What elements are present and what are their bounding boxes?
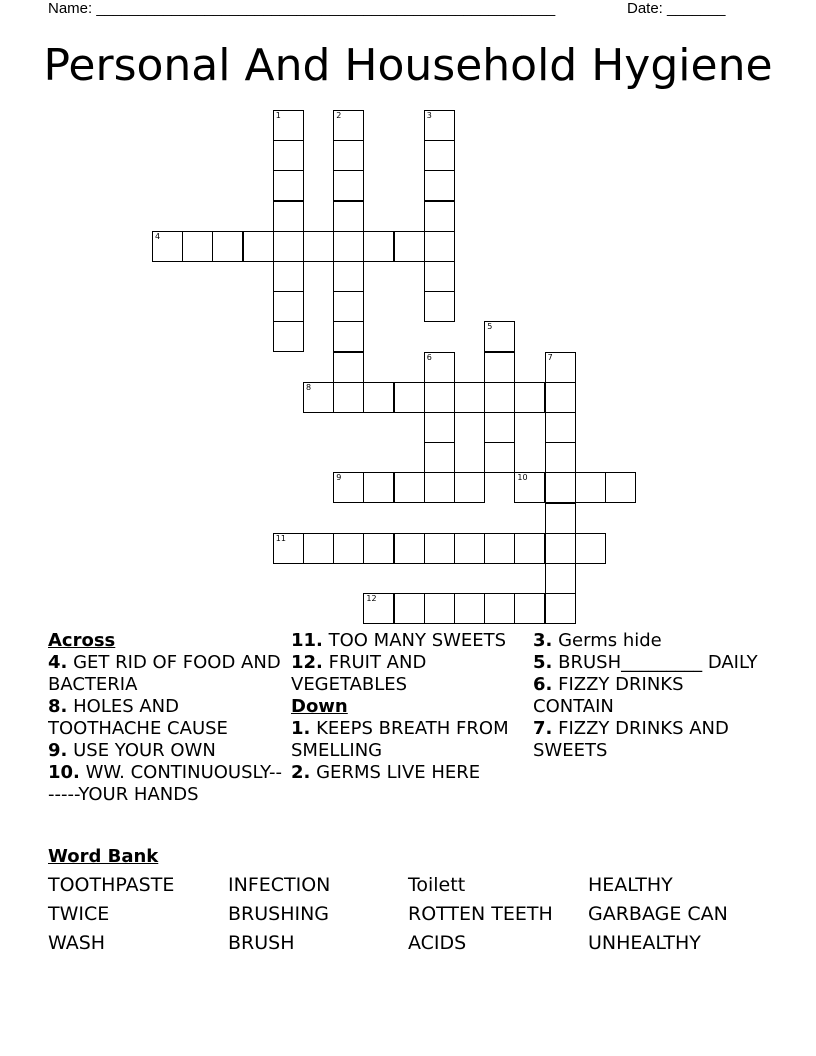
grid-cell[interactable] bbox=[484, 442, 515, 473]
cell-number: 7 bbox=[547, 352, 553, 362]
grid-cell[interactable] bbox=[333, 472, 364, 503]
grid-cell[interactable] bbox=[424, 110, 455, 141]
clue-across-10 bbox=[48, 762, 284, 806]
grid-cell[interactable] bbox=[484, 321, 515, 352]
cell-number: 5 bbox=[487, 322, 493, 332]
grid-cell[interactable] bbox=[333, 140, 364, 171]
grid-cell[interactable] bbox=[333, 201, 364, 232]
clue-number: 6. bbox=[533, 674, 553, 695]
clue-number: 2. bbox=[291, 762, 311, 783]
grid-cell[interactable] bbox=[514, 382, 545, 413]
clue-down-1 bbox=[291, 718, 527, 762]
grid-cell[interactable] bbox=[363, 472, 394, 503]
grid-cell[interactable] bbox=[575, 472, 606, 503]
grid-cell[interactable] bbox=[454, 472, 485, 503]
grid-cell[interactable] bbox=[424, 533, 455, 564]
word-bank-item: Toilett bbox=[408, 874, 466, 896]
grid-cell[interactable] bbox=[545, 472, 576, 503]
grid-cell[interactable] bbox=[484, 593, 515, 624]
grid-cell[interactable] bbox=[424, 472, 455, 503]
grid-cell[interactable] bbox=[424, 140, 455, 171]
grid-cell[interactable] bbox=[333, 352, 364, 383]
clue-across-12 bbox=[291, 652, 527, 696]
clue-column-3 bbox=[533, 630, 769, 762]
grid-cell[interactable] bbox=[424, 201, 455, 232]
grid-cell[interactable] bbox=[394, 533, 425, 564]
grid-cell[interactable] bbox=[424, 442, 455, 473]
grid-cell[interactable] bbox=[484, 352, 515, 383]
clue-text: WW. CONTINUOUSLY-------YOUR HANDS bbox=[48, 762, 282, 805]
cell-number: 4 bbox=[155, 231, 161, 241]
word-bank-item: UNHEALTHY bbox=[588, 932, 701, 954]
word-bank-item: TWICE bbox=[48, 903, 110, 925]
grid-cell[interactable] bbox=[273, 321, 304, 352]
grid-cell[interactable] bbox=[484, 412, 515, 443]
clue-text: KEEPS BREATH FROM SMELLING bbox=[291, 718, 509, 761]
clue-text: USE YOUR OWN bbox=[73, 740, 216, 761]
grid-cell[interactable] bbox=[273, 201, 304, 232]
down-heading: Down bbox=[291, 696, 348, 717]
grid-cell[interactable] bbox=[545, 412, 576, 443]
grid-cell[interactable] bbox=[454, 533, 485, 564]
grid-cell[interactable] bbox=[273, 533, 304, 564]
grid-cell[interactable] bbox=[333, 321, 364, 352]
clue-number: 1. bbox=[291, 718, 311, 739]
clue-number: 11. bbox=[291, 630, 323, 651]
grid-cell[interactable] bbox=[545, 563, 576, 594]
clue-text: FIZZY DRINKS CONTAIN bbox=[533, 674, 684, 717]
across-heading: Across bbox=[48, 630, 116, 651]
clue-text: GET RID OF FOOD AND BACTERIA bbox=[48, 652, 281, 695]
grid-cell[interactable] bbox=[424, 382, 455, 413]
grid-cell[interactable] bbox=[273, 170, 304, 201]
grid-cell[interactable] bbox=[424, 593, 455, 624]
clue-column-2 bbox=[291, 630, 527, 784]
cell-number: 8 bbox=[306, 382, 312, 392]
grid-cell[interactable] bbox=[454, 382, 485, 413]
word-bank-item: WASH bbox=[48, 932, 106, 954]
grid-cell[interactable] bbox=[273, 291, 304, 322]
clue-number: 10. bbox=[48, 762, 80, 783]
grid-cell[interactable] bbox=[424, 291, 455, 322]
clue-number: 3. bbox=[533, 630, 553, 651]
grid-cell[interactable] bbox=[545, 503, 576, 534]
grid-cell[interactable] bbox=[333, 291, 364, 322]
grid-cell[interactable] bbox=[514, 593, 545, 624]
date-line: Date: _______ bbox=[627, 0, 726, 17]
clue-number: 9. bbox=[48, 740, 68, 761]
clue-number: 8. bbox=[48, 696, 68, 717]
grid-cell[interactable] bbox=[514, 533, 545, 564]
grid-cell[interactable] bbox=[605, 472, 636, 503]
cell-number: 10 bbox=[517, 473, 528, 483]
grid-cell[interactable] bbox=[394, 382, 425, 413]
word-bank-item: GARBAGE CAN bbox=[588, 903, 728, 925]
grid-cell[interactable] bbox=[363, 382, 394, 413]
grid-cell[interactable] bbox=[484, 382, 515, 413]
grid-cell[interactable] bbox=[575, 533, 606, 564]
grid-cell[interactable] bbox=[363, 593, 394, 624]
clue-across-11 bbox=[291, 630, 527, 652]
clue-number: 4. bbox=[48, 652, 68, 673]
grid-cell[interactable] bbox=[545, 352, 576, 383]
grid-cell[interactable] bbox=[303, 231, 334, 262]
grid-cell[interactable] bbox=[182, 231, 213, 262]
word-bank-item: ROTTEN TEETH bbox=[408, 903, 553, 925]
grid-cell[interactable] bbox=[303, 382, 334, 413]
clue-down-3 bbox=[533, 630, 769, 652]
cell-number: 11 bbox=[275, 533, 286, 543]
grid-cell[interactable] bbox=[303, 533, 334, 564]
grid-cell[interactable] bbox=[545, 442, 576, 473]
clue-down-6 bbox=[533, 674, 769, 718]
grid-cell[interactable] bbox=[273, 140, 304, 171]
grid-cell[interactable] bbox=[243, 231, 274, 262]
grid-cell[interactable] bbox=[484, 533, 515, 564]
cell-number: 12 bbox=[366, 594, 377, 604]
word-bank-item: INFECTION bbox=[228, 874, 331, 896]
grid-cell[interactable] bbox=[333, 261, 364, 292]
grid-cell[interactable] bbox=[424, 170, 455, 201]
word-bank-heading: Word Bank bbox=[48, 846, 159, 867]
grid-cell[interactable] bbox=[545, 593, 576, 624]
grid-cell[interactable] bbox=[273, 261, 304, 292]
clue-column-1 bbox=[48, 630, 284, 806]
grid-cell[interactable] bbox=[333, 110, 364, 141]
word-bank-item: ACIDS bbox=[408, 932, 467, 954]
grid-cell[interactable] bbox=[212, 231, 243, 262]
grid-cell[interactable] bbox=[152, 231, 183, 262]
grid-cell[interactable] bbox=[545, 533, 576, 564]
grid-cell[interactable] bbox=[394, 472, 425, 503]
clue-text: FRUIT AND VEGETABLES bbox=[291, 652, 427, 695]
grid-cell[interactable] bbox=[363, 533, 394, 564]
clue-text: Germs hide bbox=[558, 630, 662, 651]
word-bank-item: BRUSH bbox=[228, 932, 295, 954]
clue-text: GERMS LIVE HERE bbox=[316, 762, 481, 783]
clue-across-4 bbox=[48, 652, 284, 696]
clue-down-5 bbox=[533, 652, 769, 674]
word-bank-item: BRUSHING bbox=[228, 903, 330, 925]
clue-number: 7. bbox=[533, 718, 553, 739]
grid-cell[interactable] bbox=[333, 231, 364, 262]
word-bank-item: HEALTHY bbox=[588, 874, 673, 896]
word-bank-item: TOOTHPASTE bbox=[48, 874, 175, 896]
grid-cell[interactable] bbox=[424, 261, 455, 292]
cell-number: 9 bbox=[336, 473, 342, 483]
clue-across-8 bbox=[48, 696, 284, 740]
clue-text: HOLES AND TOOTHACHE CAUSE bbox=[48, 696, 228, 739]
cell-number: 1 bbox=[275, 111, 281, 120]
name-line: Name: _______________________________________________________ bbox=[48, 0, 556, 17]
grid-cell[interactable] bbox=[333, 170, 364, 201]
clue-text: FIZZY DRINKS AND SWEETS bbox=[533, 718, 729, 761]
cell-number: 3 bbox=[426, 111, 432, 120]
grid-cell[interactable] bbox=[273, 231, 304, 262]
grid-cell[interactable] bbox=[333, 533, 364, 564]
clue-down-2 bbox=[291, 762, 527, 784]
clue-down-7 bbox=[533, 718, 769, 762]
word-bank bbox=[48, 874, 768, 955]
grid-cell[interactable] bbox=[363, 231, 394, 262]
page-title: Personal And Household Hygiene bbox=[43, 40, 773, 91]
grid-cell[interactable] bbox=[273, 110, 304, 141]
grid-cell[interactable] bbox=[333, 382, 364, 413]
grid-cell[interactable] bbox=[424, 352, 455, 383]
clue-text: TOO MANY SWEETS bbox=[328, 630, 507, 651]
grid-cell[interactable] bbox=[424, 231, 455, 262]
grid-cell[interactable] bbox=[545, 382, 576, 413]
grid-cell[interactable] bbox=[394, 231, 425, 262]
clue-text: BRUSH_________ DAILY bbox=[558, 652, 758, 673]
grid-cell[interactable] bbox=[424, 412, 455, 443]
clue-number: 12. bbox=[291, 652, 323, 673]
grid-cell[interactable] bbox=[394, 593, 425, 624]
cell-number: 2 bbox=[336, 111, 342, 120]
grid-cell[interactable] bbox=[454, 593, 485, 624]
grid-cell[interactable] bbox=[514, 472, 545, 503]
cell-number: 6 bbox=[426, 352, 432, 362]
clue-number: 5. bbox=[533, 652, 553, 673]
clue-across-9 bbox=[48, 740, 284, 762]
